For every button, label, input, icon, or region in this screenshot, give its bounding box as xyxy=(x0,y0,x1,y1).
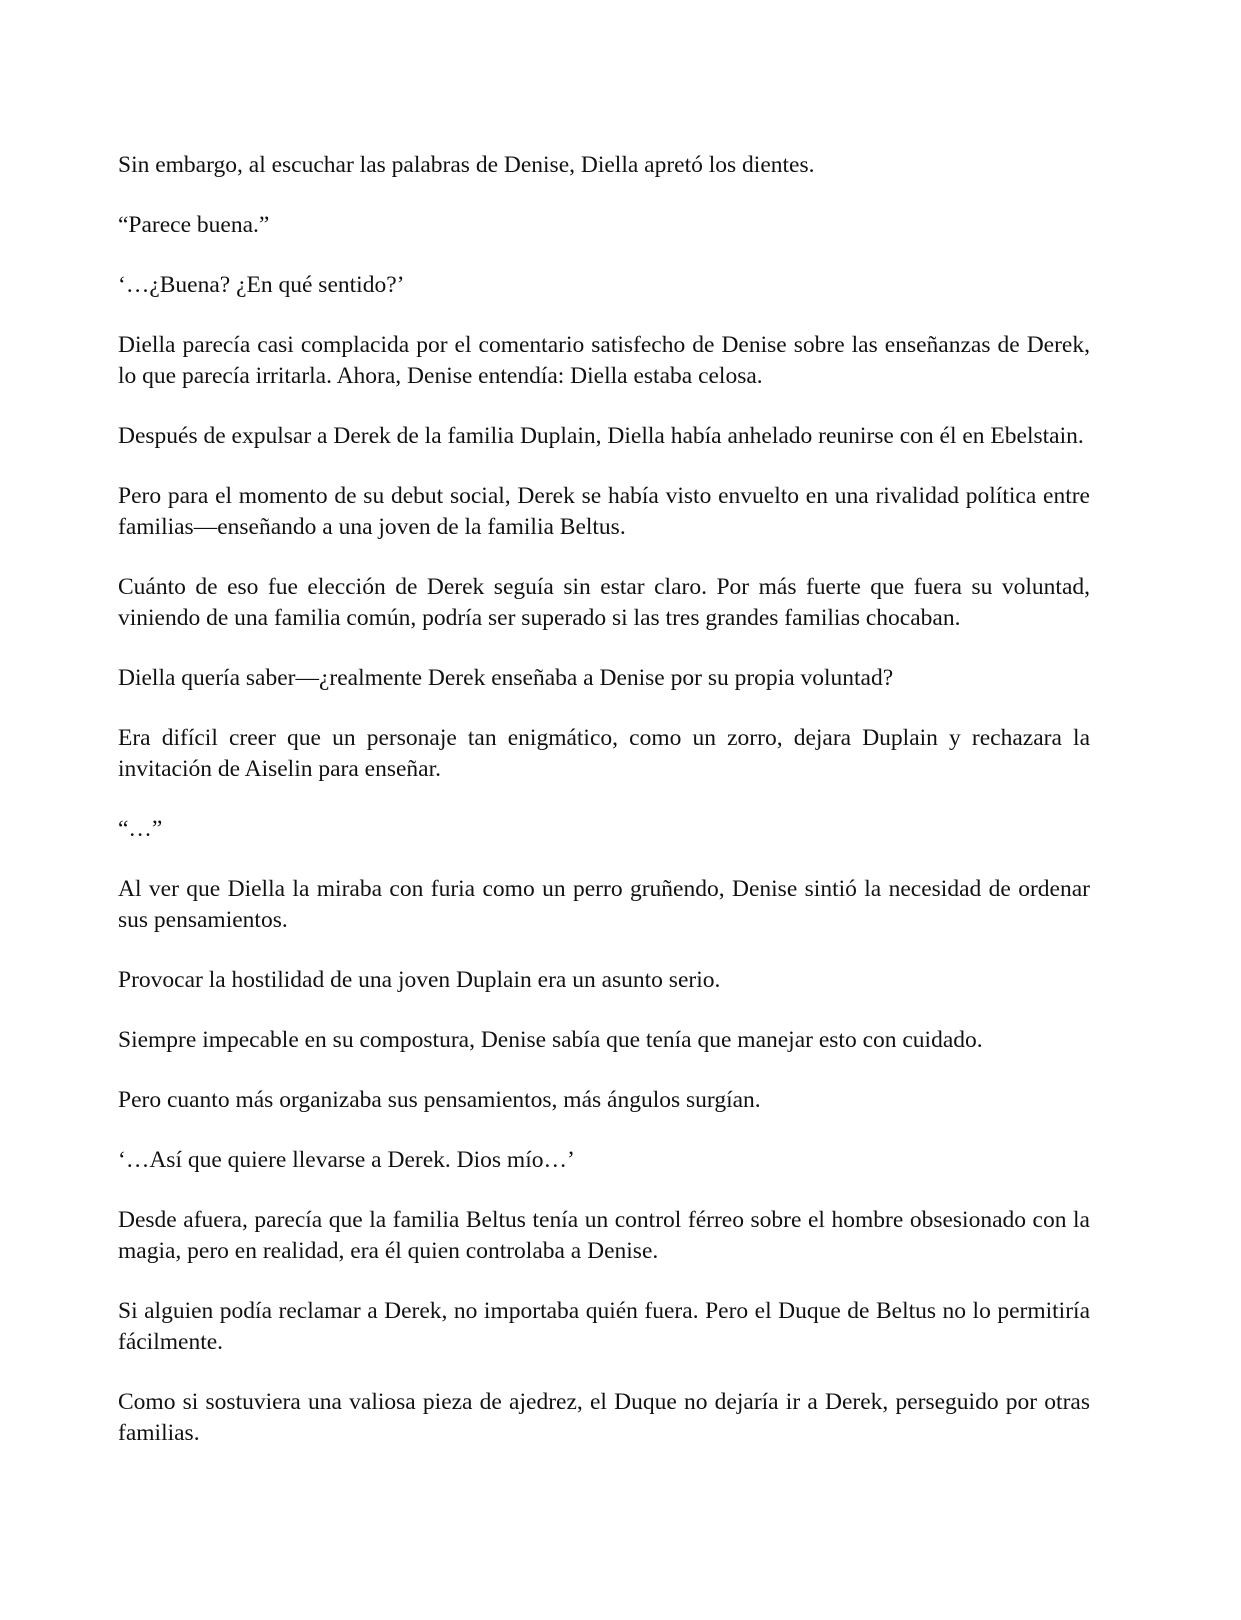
paragraph: Si alguien podía reclamar a Derek, no importaba quién fuera. Pero el Duque de Beltus no lo permitiría fácilmente. xyxy=(118,1298,1090,1355)
paragraph: Pero para el momento de su debut social, Derek se había visto envuelto en una rivalidad política entre familias—enseñando a una joven de la familia Beltus. xyxy=(118,483,1090,540)
dialogue-line: “…” xyxy=(118,816,163,842)
paragraph: Diella parecía casi complacida por el comentario satisfecho de Denise sobre las enseñanzas de Derek, lo que parecía irritarla. Ahora, Denise entendía: Diella estaba celosa. xyxy=(118,332,1090,389)
paragraph: Era difícil creer que un personaje tan enigmático, como un zorro, dejara Duplain y rechazara la invitación de Aiselin para enseñar. xyxy=(118,725,1090,782)
paragraph: Como si sostuviera una valiosa pieza de ajedrez, el Duque no dejaría ir a Derek, perseguido por otras familias. xyxy=(118,1389,1090,1446)
paragraph: Pero cuanto más organizaba sus pensamientos, más ángulos surgían. xyxy=(118,1087,761,1113)
paragraph: Provocar la hostilidad de una joven Duplain era un asunto serio. xyxy=(118,967,721,993)
paragraph: Cuánto de eso fue elección de Derek seguía sin estar claro. Por más fuerte que fuera su voluntad, viniendo de una familia común, podría ser superado si las tres grandes familias chocaban. xyxy=(118,574,1090,631)
document-page xyxy=(118,150,1090,1478)
thought-line: ‘…Así que quiere llevarse a Derek. Dios mío…’ xyxy=(118,1147,575,1173)
paragraph: Diella quería saber—¿realmente Derek enseñaba a Denise por su propia voluntad? xyxy=(118,665,894,691)
dialogue-line: “Parece buena.” xyxy=(118,212,270,238)
paragraph: Desde afuera, parecía que la familia Beltus tenía un control férreo sobre el hombre obsesionado con la magia, pero en realidad, era él quien controlaba a Denise. xyxy=(118,1207,1090,1264)
paragraph: Después de expulsar a Derek de la familia Duplain, Diella había anhelado reunirse con él en Ebelstain. xyxy=(118,423,1084,449)
thought-line: ‘…¿Buena? ¿En qué sentido?’ xyxy=(118,272,405,298)
paragraph: Al ver que Diella la miraba con furia como un perro gruñendo, Denise sintió la necesidad de ordenar sus pensamientos. xyxy=(118,876,1090,933)
paragraph: Siempre impecable en su compostura, Denise sabía que tenía que manejar esto con cuidado. xyxy=(118,1027,983,1053)
paragraph: Sin embargo, al escuchar las palabras de Denise, Diella apretó los dientes. xyxy=(118,152,815,178)
